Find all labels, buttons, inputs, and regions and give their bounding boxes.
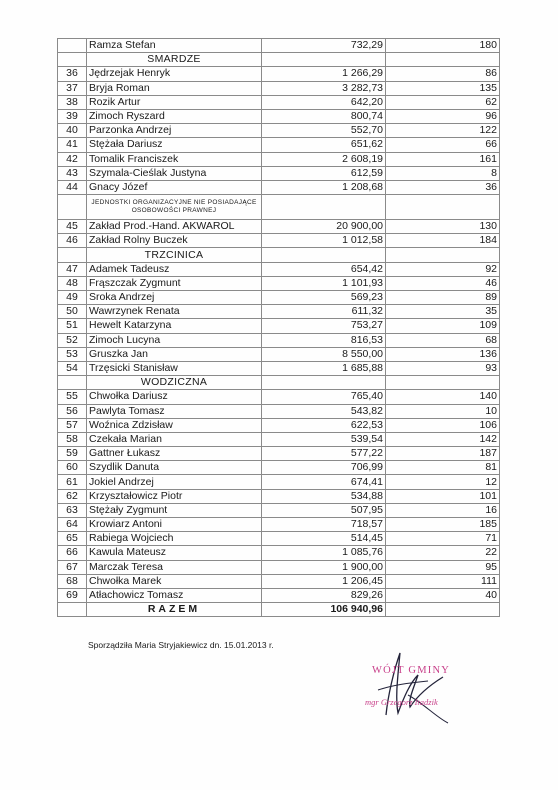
row-count: 71: [386, 532, 500, 546]
row-count: 96: [386, 109, 500, 123]
row-count: 130: [386, 220, 500, 234]
row-number: 38: [58, 95, 87, 109]
row-count: 184: [386, 234, 500, 248]
row-number: 50: [58, 305, 87, 319]
row-amount: 20 900,00: [262, 220, 386, 234]
row-number: 41: [58, 138, 87, 152]
row-count: 106: [386, 418, 500, 432]
table-row: [58, 276, 500, 290]
row-number: 56: [58, 404, 87, 418]
section-amount-cell: [262, 248, 386, 262]
row-name: Jokiel Andrzej: [87, 475, 262, 489]
stamp-title: WÓJT GMINY: [372, 665, 451, 676]
table-row: [58, 319, 500, 333]
row-amount: 732,29: [262, 39, 386, 53]
row-name: Pawlyta Tomasz: [87, 404, 262, 418]
row-number: 65: [58, 532, 87, 546]
row-name: Kawula Mateusz: [87, 546, 262, 560]
table-row: [58, 166, 500, 180]
row-name: Zimoch Ryszard: [87, 109, 262, 123]
row-number: 57: [58, 418, 87, 432]
row-name: Zimoch Lucyna: [87, 333, 262, 347]
row-name: Szydlik Danuta: [87, 461, 262, 475]
row-number: 48: [58, 276, 87, 290]
row-number: 58: [58, 432, 87, 446]
row-count: 122: [386, 124, 500, 138]
total-row: [58, 603, 500, 617]
row-amount: 829,26: [262, 588, 386, 602]
row-number: 42: [58, 152, 87, 166]
section-amount-cell: [262, 53, 386, 67]
row-count: 35: [386, 305, 500, 319]
row-count: 111: [386, 574, 500, 588]
section-label: TRZCINICA: [87, 248, 262, 262]
row-amount: 1 206,45: [262, 574, 386, 588]
row-amount: 611,32: [262, 305, 386, 319]
table-row: [58, 180, 500, 194]
total-count-cell: [386, 603, 500, 617]
row-count: 40: [386, 588, 500, 602]
row-count: 140: [386, 390, 500, 404]
row-number: 54: [58, 361, 87, 375]
row-amount: 543,82: [262, 404, 386, 418]
row-count: 22: [386, 546, 500, 560]
prepared-by-note: Sporządziła Maria Stryjakiewicz dn. 15.01.2013 r.: [88, 640, 274, 650]
row-number: 43: [58, 166, 87, 180]
row-amount: 718,57: [262, 518, 386, 532]
row-count: 136: [386, 347, 500, 361]
row-amount: 1 012,58: [262, 234, 386, 248]
row-name: Trzęsicki Stanisław: [87, 361, 262, 375]
table-row: [58, 532, 500, 546]
row-name: Ramza Stefan: [87, 39, 262, 53]
row-count: 135: [386, 81, 500, 95]
table-row: [58, 546, 500, 560]
row-amount: 507,95: [262, 503, 386, 517]
row-count: 62: [386, 95, 500, 109]
row-name: Krzyształowicz Piotr: [87, 489, 262, 503]
row-count: 89: [386, 291, 500, 305]
table-row: [58, 432, 500, 446]
row-name: Wawrzynek Renata: [87, 305, 262, 319]
row-number: 51: [58, 319, 87, 333]
row-number: 44: [58, 180, 87, 194]
row-name: Gruszka Jan: [87, 347, 262, 361]
row-count: 8: [386, 166, 500, 180]
table-row: [58, 588, 500, 602]
section-number-cell: [58, 248, 87, 262]
row-number: 49: [58, 291, 87, 305]
row-name: Tomalik Franciszek: [87, 152, 262, 166]
payments-table: [57, 38, 500, 617]
row-count: 10: [386, 404, 500, 418]
row-amount: 2 608,19: [262, 152, 386, 166]
row-amount: 816,53: [262, 333, 386, 347]
section-label: SMARDZE: [87, 53, 262, 67]
section-count-cell: [386, 376, 500, 390]
row-name: Marczak Teresa: [87, 560, 262, 574]
row-number: 40: [58, 124, 87, 138]
row-count: 187: [386, 447, 500, 461]
table-row: [58, 489, 500, 503]
row-name: Woźnica Zdzisław: [87, 418, 262, 432]
row-count: 109: [386, 319, 500, 333]
table-row: [58, 560, 500, 574]
row-count: 142: [386, 432, 500, 446]
row-name: Stężały Zygmunt: [87, 503, 262, 517]
row-count: 185: [386, 518, 500, 532]
row-count: 93: [386, 361, 500, 375]
row-number: 69: [58, 588, 87, 602]
row-name: Czekała Marian: [87, 432, 262, 446]
row-amount: 552,70: [262, 124, 386, 138]
section-amount-cell: [262, 195, 386, 220]
row-name: Hewelt Katarzyna: [87, 319, 262, 333]
row-name: Zakład Rolny Buczek: [87, 234, 262, 248]
row-number: [58, 39, 87, 53]
section-number-cell: [58, 195, 87, 220]
row-amount: 706,99: [262, 461, 386, 475]
row-number: 60: [58, 461, 87, 475]
row-count: 46: [386, 276, 500, 290]
table-row: [58, 518, 500, 532]
row-name: Chwołka Dariusz: [87, 390, 262, 404]
table-row: [58, 220, 500, 234]
table-row: [58, 67, 500, 81]
row-name: Rabiega Wojciech: [87, 532, 262, 546]
row-count: 86: [386, 67, 500, 81]
row-amount: 674,41: [262, 475, 386, 489]
table-row: [58, 152, 500, 166]
table-row: [58, 291, 500, 305]
row-number: 36: [58, 67, 87, 81]
row-number: 45: [58, 220, 87, 234]
row-number: 53: [58, 347, 87, 361]
row-number: 37: [58, 81, 87, 95]
row-amount: 577,22: [262, 447, 386, 461]
row-count: 180: [386, 39, 500, 53]
row-name: Bryja Roman: [87, 81, 262, 95]
table-row: [58, 95, 500, 109]
row-count: 95: [386, 560, 500, 574]
row-amount: 1 208,68: [262, 180, 386, 194]
row-amount: 654,42: [262, 262, 386, 276]
row-amount: 622,53: [262, 418, 386, 432]
row-name: Gnacy Józef: [87, 180, 262, 194]
row-name: Adamek Tadeusz: [87, 262, 262, 276]
row-amount: 612,59: [262, 166, 386, 180]
table-body: [58, 39, 500, 617]
row-count: 16: [386, 503, 500, 517]
section-number-cell: [58, 376, 87, 390]
row-name: Sroka Andrzej: [87, 291, 262, 305]
row-number: 68: [58, 574, 87, 588]
row-amount: 3 282,73: [262, 81, 386, 95]
section-label: WODZICZNA: [87, 376, 262, 390]
row-amount: 8 550,00: [262, 347, 386, 361]
row-number: 63: [58, 503, 87, 517]
row-name: Rozik Artur: [87, 95, 262, 109]
row-amount: 753,27: [262, 319, 386, 333]
row-name: Parzonka Andrzej: [87, 124, 262, 138]
row-amount: 642,20: [262, 95, 386, 109]
row-count: 12: [386, 475, 500, 489]
table-row: [58, 461, 500, 475]
section-header-row: [58, 53, 500, 67]
row-amount: 651,62: [262, 138, 386, 152]
table-row: [58, 574, 500, 588]
row-amount: 1 685,88: [262, 361, 386, 375]
row-number: 39: [58, 109, 87, 123]
handwritten-signature: [348, 645, 458, 725]
section-count-cell: [386, 248, 500, 262]
row-number: 55: [58, 390, 87, 404]
section-amount-cell: [262, 376, 386, 390]
row-count: 101: [386, 489, 500, 503]
row-count: 92: [386, 262, 500, 276]
table-row: [58, 234, 500, 248]
table-row: [58, 447, 500, 461]
row-number: 66: [58, 546, 87, 560]
table-row: [58, 305, 500, 319]
section-number-cell: [58, 53, 87, 67]
total-number-cell: [58, 603, 87, 617]
row-count: 81: [386, 461, 500, 475]
table-row: [58, 390, 500, 404]
total-label: RAZEM: [87, 603, 262, 617]
section-header-row: [58, 376, 500, 390]
row-amount: 1 900,00: [262, 560, 386, 574]
section-header-row: [58, 195, 500, 220]
table-row: [58, 418, 500, 432]
row-amount: 1 085,76: [262, 546, 386, 560]
row-amount: 1 266,29: [262, 67, 386, 81]
row-amount: 534,88: [262, 489, 386, 503]
table-row: [58, 361, 500, 375]
row-name: Krowiarz Antoni: [87, 518, 262, 532]
table-row: [58, 124, 500, 138]
row-count: 66: [386, 138, 500, 152]
table-row: [58, 39, 500, 53]
row-count: 161: [386, 152, 500, 166]
table-row: [58, 138, 500, 152]
row-name: Chwołka Marek: [87, 574, 262, 588]
row-amount: 514,45: [262, 532, 386, 546]
row-amount: 569,23: [262, 291, 386, 305]
stamp-name: mgr Grzegorz Itadzik: [365, 697, 438, 707]
row-name: Szymala-Cieślak Justyna: [87, 166, 262, 180]
total-amount: 106 940,96: [262, 603, 386, 617]
row-amount: 1 101,93: [262, 276, 386, 290]
row-number: 61: [58, 475, 87, 489]
table-row: [58, 333, 500, 347]
table-row: [58, 81, 500, 95]
row-number: 47: [58, 262, 87, 276]
row-count: 68: [386, 333, 500, 347]
section-count-cell: [386, 53, 500, 67]
table-row: [58, 109, 500, 123]
table-row: [58, 475, 500, 489]
row-count: 36: [386, 180, 500, 194]
table-row: [58, 262, 500, 276]
row-number: 67: [58, 560, 87, 574]
table-row: [58, 347, 500, 361]
row-name: Zakład Prod.-Hand. AKWAROL: [87, 220, 262, 234]
row-number: 46: [58, 234, 87, 248]
table-row: [58, 503, 500, 517]
row-number: 64: [58, 518, 87, 532]
section-header-row: [58, 248, 500, 262]
section-label: JEDNOSTKI ORGANIZACYJNE NIE POSIADAJĄCE OSOBOWOŚCI PRAWNEJ: [87, 195, 262, 220]
row-name: Gattner Łukasz: [87, 447, 262, 461]
row-name: Jędrzejak Henryk: [87, 67, 262, 81]
row-amount: 765,40: [262, 390, 386, 404]
row-name: Frąszczak Zygmunt: [87, 276, 262, 290]
row-amount: 800,74: [262, 109, 386, 123]
row-name: Atłachowicz Tomasz: [87, 588, 262, 602]
section-count-cell: [386, 195, 500, 220]
row-name: Stężała Dariusz: [87, 138, 262, 152]
row-number: 62: [58, 489, 87, 503]
row-number: 59: [58, 447, 87, 461]
row-number: 52: [58, 333, 87, 347]
table-row: [58, 404, 500, 418]
row-amount: 539,54: [262, 432, 386, 446]
